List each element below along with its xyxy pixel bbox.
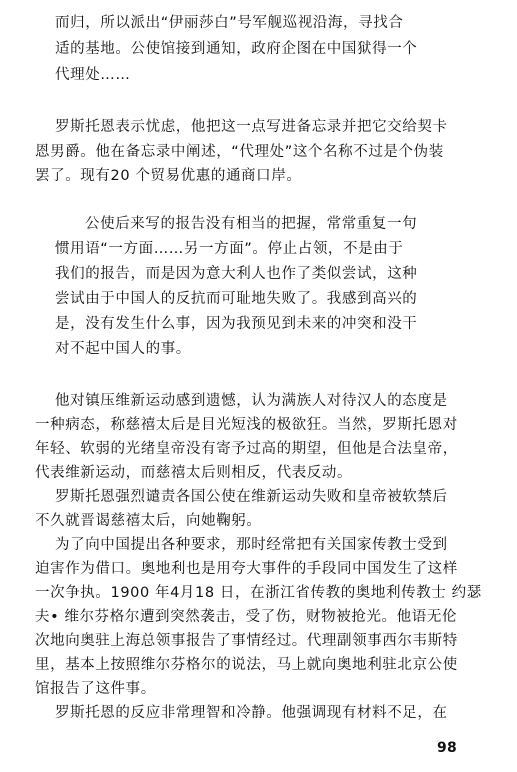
text-line: 恩男爵。他在备忘录中阐述，“代理处”这个名称不过是个伪装: [35, 144, 444, 160]
text-line: 公使后来写的报告没有相当的把握，常常重复一句: [85, 216, 418, 232]
text-line: 尝试由于中国人的反抗而可耻地失败了。我感到高兴的: [55, 291, 418, 307]
text-line: 罢了。现有20 个贸易优惠的通商口岸。: [35, 168, 302, 184]
text-line: 罗斯托恩强烈谴责各国公使在维新运动失败和皇帝被软禁后: [55, 489, 448, 505]
text-line: 夫• 维尔芬格尔遭到突然袭击，受了伤，财物被抢光。他语无伦: [35, 609, 458, 625]
text-line: 不久就晋谒慈禧太后，向她鞠躬。: [35, 513, 262, 529]
text-line: 适的基地。公使馆接到通知，政府企图在中国狱得一个: [55, 41, 418, 57]
text-line: 次地向奥驻上海总领事报告了事情经过。代理副领事西尔韦斯特: [35, 633, 458, 649]
text-line: 代理处……: [55, 67, 131, 83]
text-line: 一种病态，称慈禧太后是目光短浅的极欲狂。当然，罗斯托恩对: [35, 417, 458, 433]
text-line: 代表维新运动，而慈禧太后则相反，代表反动。: [35, 465, 353, 481]
text-line: 他对镇压维新运动感到遗憾，认为满族人对待汉人的态度是: [55, 393, 448, 409]
text-line: 年轻、软弱的光绪皇帝没有寄予过高的期望，但他是合法皇帝，: [35, 441, 458, 457]
text-line: 是，没有发生什么事，因为我预见到未来的冲突和没干: [55, 316, 418, 332]
text-line: 一次争执。1900 年4月18 日，在浙江省传教的奥地利传教士 约瑟: [35, 585, 482, 601]
text-line: 我们的报告，而是因为意大利人也作了类似尝试，这种: [55, 266, 418, 282]
text-line: 罗斯托恩表示忧虑，他把这一点写进备忘录并把它交给契卡: [55, 119, 448, 135]
page-number: 98: [437, 740, 458, 756]
text-line: 罗斯托恩的反应非常理智和冷静。他强调现有材料不足，在: [55, 705, 448, 721]
text-line: 而归，所以派出“伊丽莎白”号军舰巡视沿海，寻找合: [55, 15, 404, 31]
text-line: 迫害作为借口。奥地利也是用夸大事件的手段同中国发生了这样: [35, 561, 458, 577]
text-line: 对不起中国人的事。: [55, 341, 191, 357]
text-line: 惯用语“一方面……另一方面”。停止占领，不是由于: [55, 241, 404, 257]
text-line: 为了向中国提出各种要求，那时经常把有关国家传教士受到: [55, 537, 448, 553]
text-line: 馆报告了这件事。: [35, 681, 156, 697]
text-line: 里，基本上按照维尔芬格尔的说法，马上就向奥地利驻北京公使: [35, 657, 458, 673]
